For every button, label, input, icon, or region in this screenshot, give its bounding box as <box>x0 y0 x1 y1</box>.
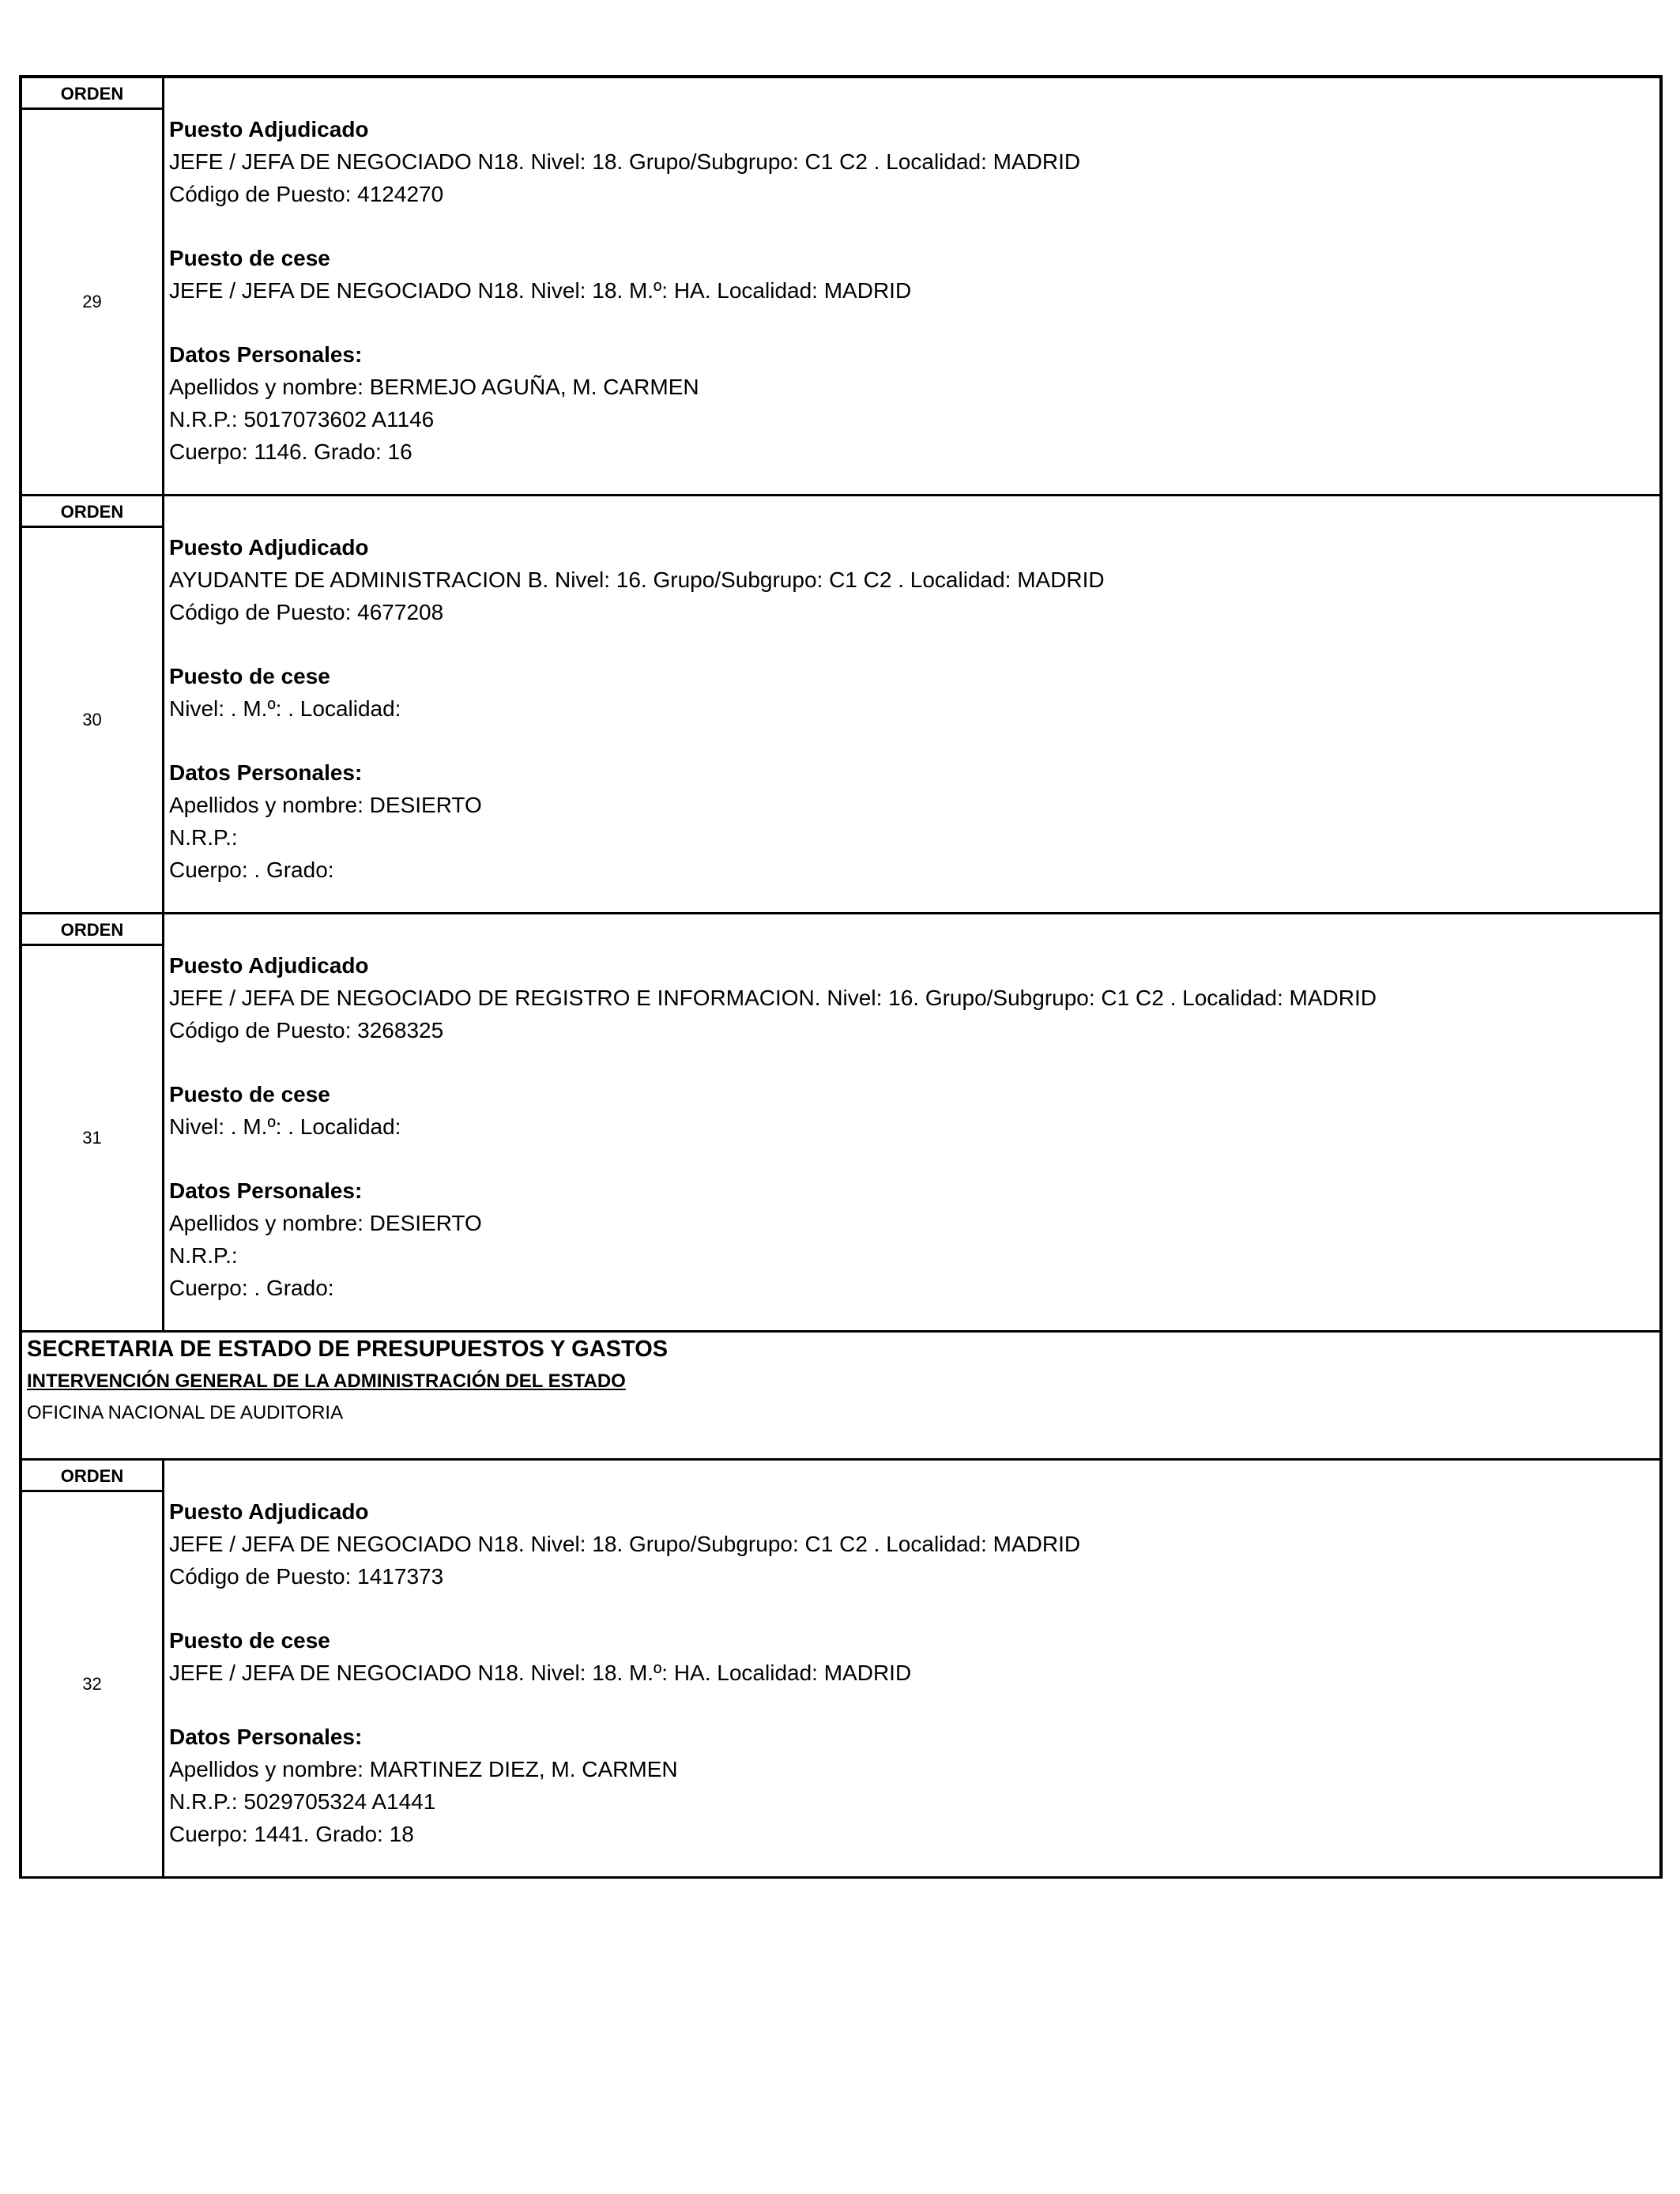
adjudicado-desc: JEFE / JEFA DE NEGOCIADO N18. Nivel: 18. Grupo/Subgrupo: C1 C2 . Localidad: MADRID <box>169 149 1081 174</box>
apellidos: Apellidos y nombre: BERMEJO AGUÑA, M. CARMEN <box>169 375 699 399</box>
nrp: N.R.P.: <box>169 825 238 850</box>
document-table <box>19 75 1663 1879</box>
orden-label: ORDEN <box>22 1461 162 1492</box>
entry-details <box>169 949 1652 1304</box>
orden-number: 31 <box>82 1128 102 1148</box>
cuerpo: Cuerpo: . Grado: <box>169 1276 334 1300</box>
cese-title: Puesto de cese <box>169 1082 330 1106</box>
apellidos: Apellidos y nombre: MARTINEZ DIEZ, M. CARMEN <box>169 1757 678 1781</box>
cese-desc: JEFE / JEFA DE NEGOCIADO N18. Nivel: 18. M.º: HA. Localidad: MADRID <box>169 278 912 303</box>
codigo-puesto: Código de Puesto: 4124270 <box>169 182 444 206</box>
datos-title: Datos Personales: <box>169 1178 363 1203</box>
nrp: N.R.P.: <box>169 1243 238 1268</box>
entry-details <box>169 531 1652 886</box>
cese-desc: Nivel: . M.º: . Localidad: <box>169 696 401 721</box>
entry-32 <box>22 1461 1659 1879</box>
nrp: N.R.P.: 5017073602 A1146 <box>169 407 435 432</box>
codigo-puesto: Código de Puesto: 1417373 <box>169 1564 444 1589</box>
orden-cell <box>22 496 164 912</box>
adjudicado-desc: JEFE / JEFA DE NEGOCIADO N18. Nivel: 18. Grupo/Subgrupo: C1 C2 . Localidad: MADRID <box>169 1532 1081 1556</box>
orden-number: 29 <box>82 292 102 311</box>
orden-cell <box>22 914 164 1330</box>
orden-label: ORDEN <box>22 78 162 110</box>
orden-label: ORDEN <box>22 914 162 946</box>
entry-30 <box>22 496 1659 914</box>
nrp: N.R.P.: 5029705324 A1441 <box>169 1789 436 1814</box>
datos-title: Datos Personales: <box>169 342 363 367</box>
entry-31 <box>22 914 1659 1333</box>
orden-number: 32 <box>82 1674 102 1694</box>
adjudicado-desc: JEFE / JEFA DE NEGOCIADO DE REGISTRO E INFORMACION. Nivel: 16. Grupo/Subgrupo: C1 C2 . Localidad: MADRID <box>169 986 1377 1010</box>
adjudicado-title: Puesto Adjudicado <box>169 117 369 141</box>
adjudicado-title: Puesto Adjudicado <box>169 535 369 560</box>
adjudicado-title: Puesto Adjudicado <box>169 953 369 978</box>
orden-cell <box>22 1461 164 1876</box>
codigo-puesto: Código de Puesto: 4677208 <box>169 600 444 624</box>
cese-title: Puesto de cese <box>169 664 330 688</box>
datos-title: Datos Personales: <box>169 1725 363 1749</box>
cese-title: Puesto de cese <box>169 246 330 270</box>
cuerpo: Cuerpo: 1441. Grado: 18 <box>169 1822 414 1846</box>
orden-number: 30 <box>82 710 102 729</box>
apellidos: Apellidos y nombre: DESIERTO <box>169 793 482 817</box>
cuerpo: Cuerpo: 1146. Grado: 16 <box>169 439 412 464</box>
oficina-heading: OFICINA NACIONAL DE AUDITORIA <box>27 1402 344 1423</box>
entry-details <box>169 1495 1652 1850</box>
secretaria-heading: SECRETARIA DE ESTADO DE PRESUPUESTOS Y GASTOS <box>27 1336 669 1362</box>
adjudicado-desc: AYUDANTE DE ADMINISTRACION B. Nivel: 16. Grupo/Subgrupo: C1 C2 . Localidad: MADRID <box>169 567 1105 592</box>
cese-title: Puesto de cese <box>169 1628 330 1653</box>
datos-title: Datos Personales: <box>169 760 363 785</box>
orden-label: ORDEN <box>22 496 162 528</box>
orden-cell <box>22 78 164 494</box>
cese-desc: JEFE / JEFA DE NEGOCIADO N18. Nivel: 18. M.º: HA. Localidad: MADRID <box>169 1661 912 1685</box>
cese-desc: Nivel: . M.º: . Localidad: <box>169 1114 401 1139</box>
cuerpo: Cuerpo: . Grado: <box>169 858 334 882</box>
entry-29 <box>22 78 1659 496</box>
entry-details <box>169 113 1652 468</box>
apellidos: Apellidos y nombre: DESIERTO <box>169 1211 482 1235</box>
section-header <box>22 1333 1659 1461</box>
adjudicado-title: Puesto Adjudicado <box>169 1499 369 1524</box>
intervencion-heading: INTERVENCIÓN GENERAL DE LA ADMINISTRACIÓN DEL ESTADO <box>27 1370 626 1392</box>
codigo-puesto: Código de Puesto: 3268325 <box>169 1018 444 1042</box>
